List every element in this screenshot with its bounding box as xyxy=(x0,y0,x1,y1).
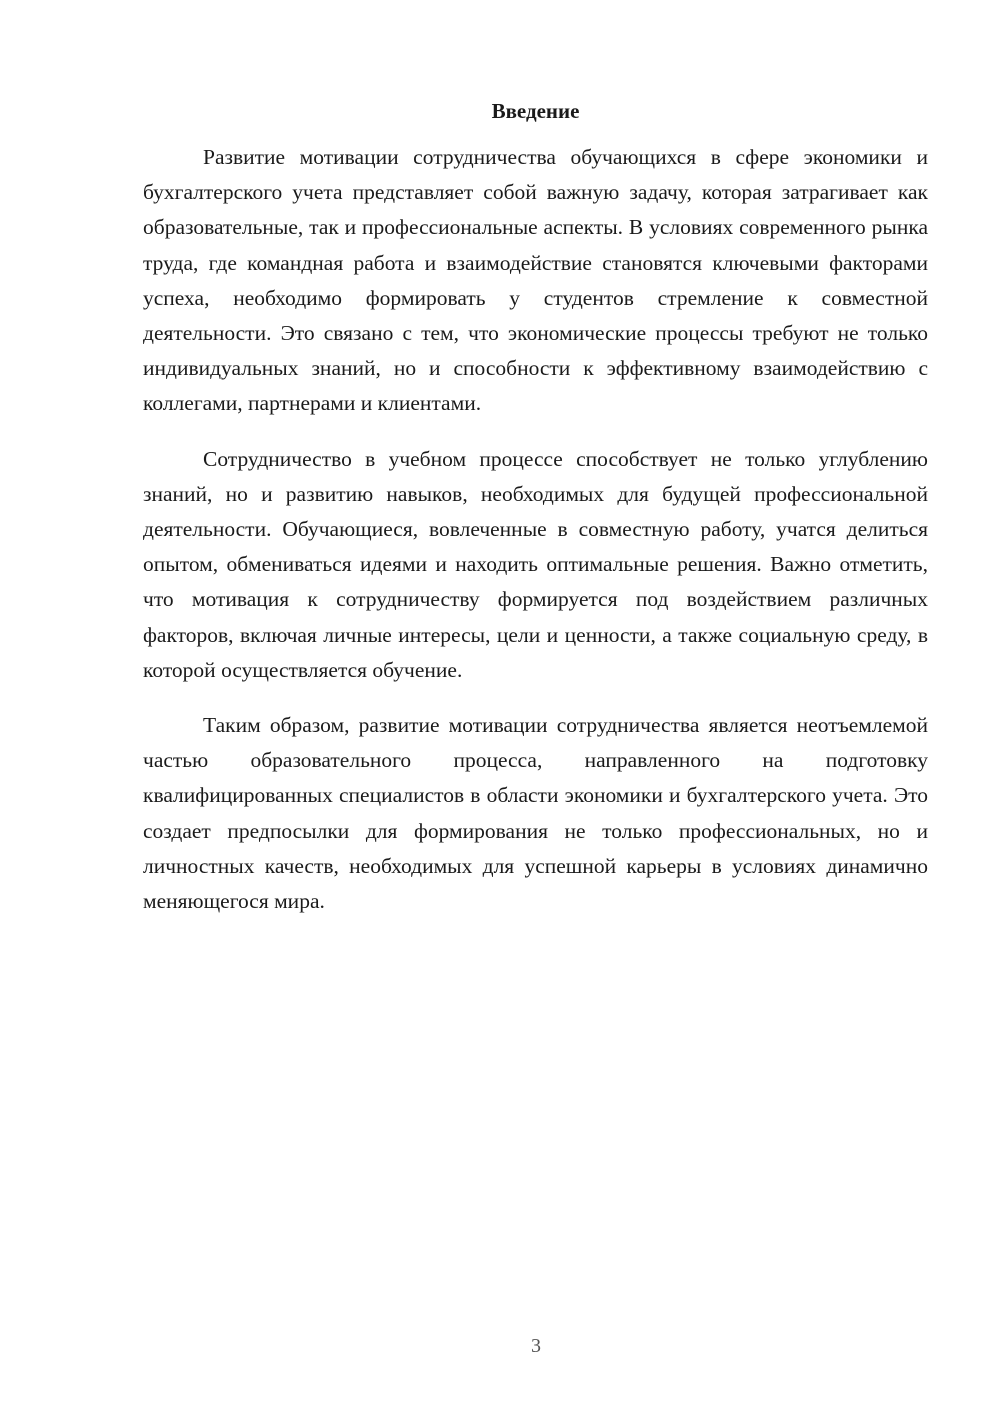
paragraph-2: Сотрудничество в учебном процессе способствует не только углублению знаний, но и развитию навыков, необходимых для будущей профессиональной деятельности. Обучающиеся, вовлеченные в совместную работу, учатся делиться опытом, обмениваться идеями и находить оптимальные решения. Важно отметить, что мотивация к сотрудничеству формируется под воздействием различных факторов, включая личные интересы, цели и ценности, а также социальную среду, в которой осуществляется обучение. xyxy=(143,446,928,682)
paragraph-1: Развитие мотивации сотрудничества обучающихся в сфере экономики и бухгалтерского учета представляет собой важную задачу, которая затрагивает как образовательные, так и профессиональные аспекты. В условиях современного рынка труда, где командная работа и взаимодействие становятся ключевыми факторами успеха, необходимо формировать у студентов стремление к совместной деятельности. Это связано с тем, что экономические процессы требуют не только индивидуальных знаний, но и способности к эффективному взаимодействию с коллегами, партнерами и клиентами. xyxy=(143,145,928,416)
section-title: Введение xyxy=(491,99,580,123)
page-number: 3 xyxy=(531,1335,541,1357)
page-content xyxy=(143,93,928,939)
paragraph-3: Таким образом, развитие мотивации сотрудничества является неотъемлемой частью образовательного процесса, направленного на подготовку квалифицированных специалистов в области экономики и бухгалтерского учета. Это создает предпосылки для формирования не только профессиональных, но и личностных качеств, необходимых для успешной карьеры в условиях динамично меняющегося мира. xyxy=(143,713,928,914)
